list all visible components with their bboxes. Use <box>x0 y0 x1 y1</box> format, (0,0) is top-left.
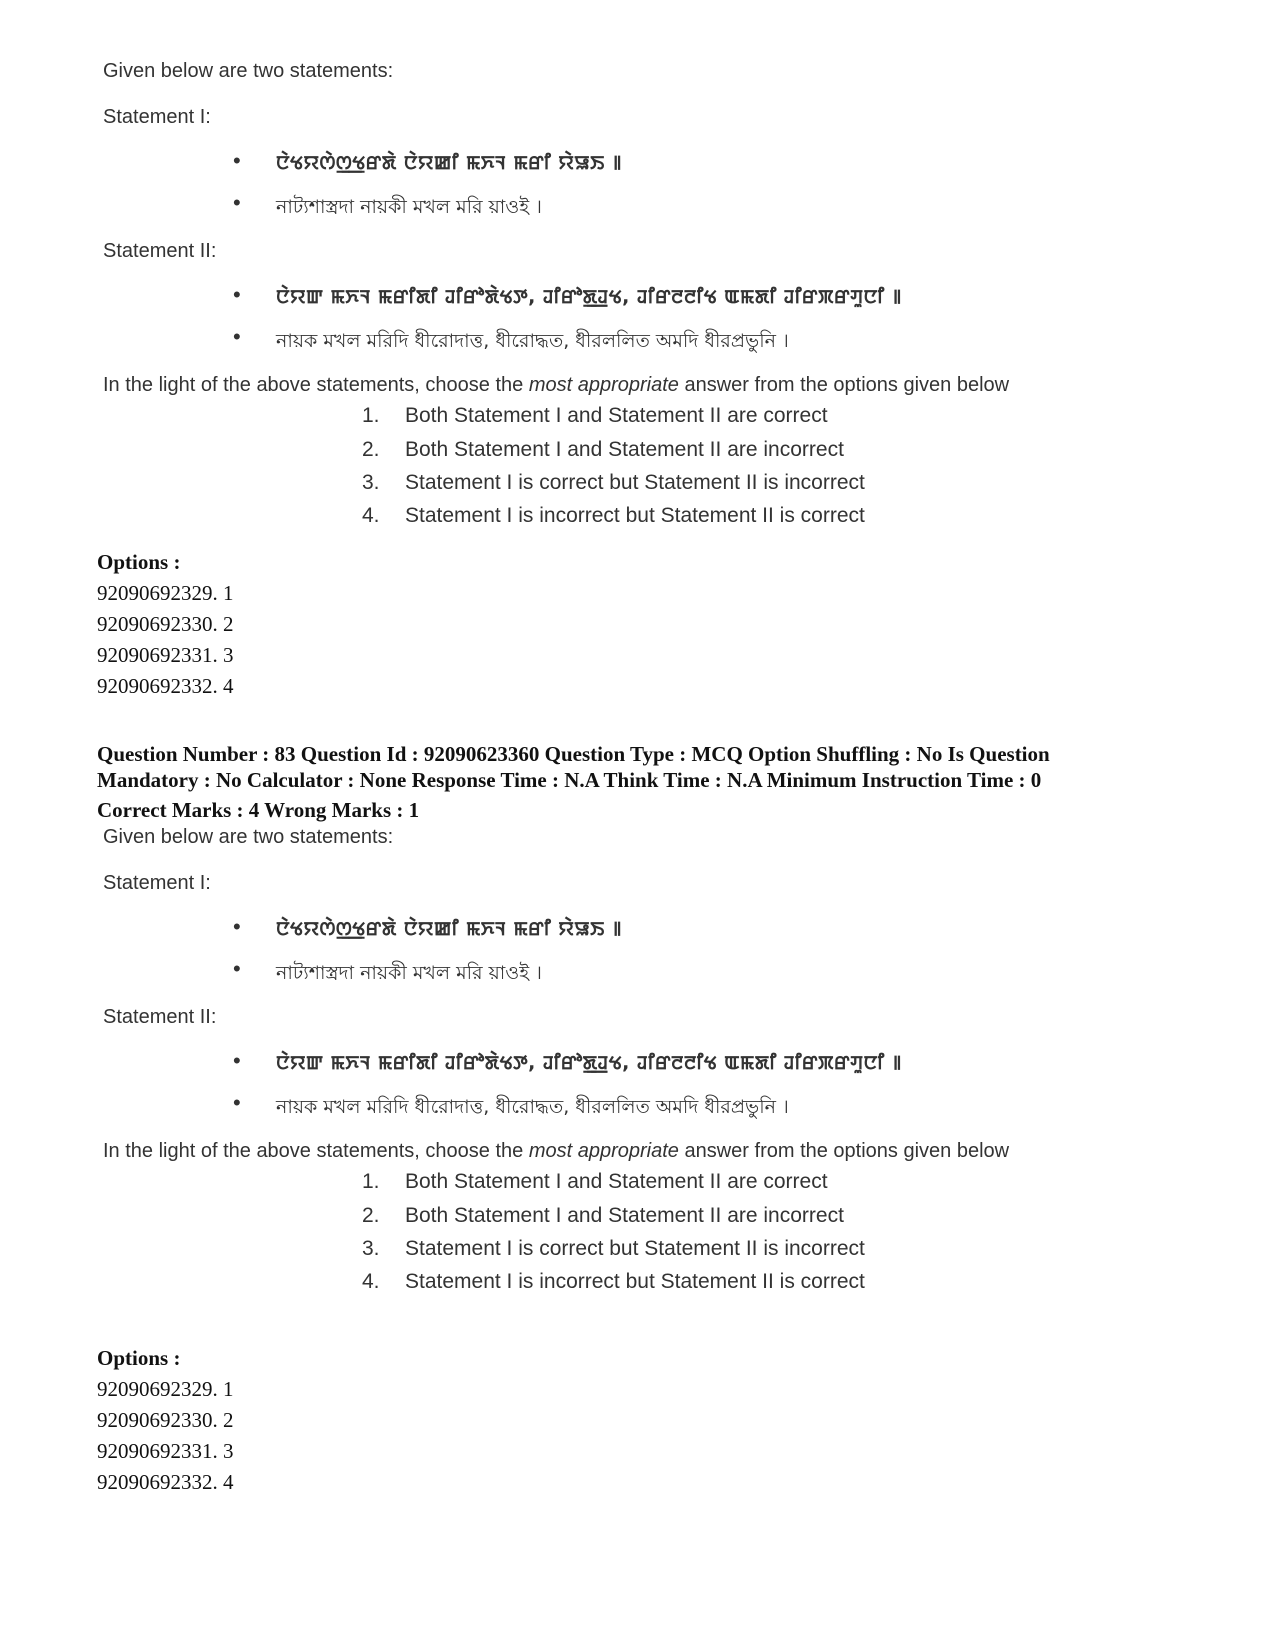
statement-2-label: Statement II: <box>103 240 217 262</box>
option-item: 92090692329. 1 <box>97 581 234 605</box>
answer-text: Both Statement I and Statement II are correct <box>405 404 828 427</box>
bullet-icon: • <box>233 148 241 173</box>
option-item: 92090692332. 4 <box>97 1470 234 1494</box>
statement-2-bengali-text: নায়ক মখল মরিদি ধীরোদাত্ত, ধীরোদ্ধত, ধীরললিত অমদি ধীরপ্রভুনি । <box>276 1096 789 1118</box>
option-item: 92090692331. 3 <box>97 1439 234 1463</box>
statement-1-label: Statement I: <box>103 872 211 894</box>
bullet-icon: • <box>233 324 241 349</box>
answer-number: 1. <box>362 1170 380 1193</box>
option-item: 92090692330. 2 <box>97 612 234 636</box>
option-item: 92090692329. 1 <box>97 1377 234 1401</box>
options-title: Options : <box>97 550 181 574</box>
instruction-prefix: In the light of the above statements, choose the <box>103 1140 529 1162</box>
instruction-line <box>103 374 1009 397</box>
statement-1-meitei-text: ꯅꯥꯠꯌꯁꯥꯁ꯭ꯠꯔꯗꯥ ꯅꯥꯌꯀꯤ ꯃꯈꯜ ꯃꯔꯤ ꯌꯥꯎꯏ ꯫ <box>276 918 622 940</box>
answer-text: Statement I is correct but Statement II is incorrect <box>405 1237 865 1260</box>
question-meta-line: Mandatory : No Calculator : None Response Time : N.A Think Time : N.A Minimum Instruction Time : 0 <box>97 768 1042 792</box>
answer-text: Statement I is incorrect but Statement II is correct <box>405 504 865 527</box>
answer-number: 2. <box>362 1204 380 1227</box>
instruction-suffix: answer from the options given below <box>678 374 1010 396</box>
answer-number: 3. <box>362 471 380 494</box>
statement-2-meitei-text: ꯅꯥꯌꯛ ꯃꯈꯜ ꯃꯔꯤꯗꯤ ꯙꯤꯔꯣꯗꯥꯠꯇ, ꯙꯤꯔꯣꯗ꯭ꯙꯠ, ꯙꯤꯔꯂꯂꯤꯠ ꯑꯃꯗꯤ ꯙꯤꯔꯞꯔꯚꯨꯅꯤ ꯫ <box>276 1052 902 1074</box>
statement-2-meitei-text: ꯅꯥꯌꯛ ꯃꯈꯜ ꯃꯔꯤꯗꯤ ꯙꯤꯔꯣꯗꯥꯠꯇ, ꯙꯤꯔꯣꯗ꯭ꯙꯠ, ꯙꯤꯔꯂꯂꯤꯠ ꯑꯃꯗꯤ ꯙꯤꯔꯞꯔꯚꯨꯅꯤ ꯫ <box>276 286 902 308</box>
statement-1-bengali-text: নাট্যশাস্ত্রদা নায়কী মখল মরি য়াওই । <box>276 962 542 984</box>
option-item: 92090692331. 3 <box>97 643 234 667</box>
instruction-emphasis: most appropriate <box>528 374 679 396</box>
answer-number: 2. <box>362 438 380 461</box>
question-meta-line: Question Number : 83 Question Id : 92090623360 Question Type : MCQ Option Shuffling : No Is Question <box>97 742 1050 766</box>
statement-1-meitei-text: ꯅꯥꯠꯌꯁꯥꯁ꯭ꯠꯔꯗꯥ ꯅꯥꯌꯀꯤ ꯃꯈꯜ ꯃꯔꯤ ꯌꯥꯎꯏ ꯫ <box>276 152 622 174</box>
question-meta <box>97 741 1197 823</box>
answer-text: Both Statement I and Statement II are incorrect <box>405 438 844 461</box>
instruction-line <box>103 1140 1009 1163</box>
answer-text: Both Statement I and Statement II are incorrect <box>405 1204 844 1227</box>
answer-text: Statement I is correct but Statement II is incorrect <box>405 471 865 494</box>
bullet-icon: • <box>233 956 241 981</box>
options-title: Options : <box>97 1346 181 1370</box>
answer-number: 4. <box>362 504 380 527</box>
question-intro: Given below are two statements: <box>103 826 394 848</box>
statement-2-label: Statement II: <box>103 1006 217 1028</box>
answer-number: 4. <box>362 1270 380 1293</box>
bullet-icon: • <box>233 914 241 939</box>
bullet-icon: • <box>233 282 241 307</box>
statement-1-bengali-text: নাট্যশাস্ত্রদা নায়কী মখল মরি য়াওই । <box>276 196 542 218</box>
answer-text: Statement I is incorrect but Statement II is correct <box>405 1270 865 1293</box>
bullet-icon: • <box>233 1090 241 1115</box>
option-item: 92090692332. 4 <box>97 674 234 698</box>
instruction-suffix: answer from the options given below <box>678 1140 1010 1162</box>
answer-number: 3. <box>362 1237 380 1260</box>
marks-line: Correct Marks : 4 Wrong Marks : 1 <box>97 798 420 822</box>
instruction-emphasis: most appropriate <box>528 1140 679 1162</box>
statement-1-label: Statement I: <box>103 106 211 128</box>
answer-number: 1. <box>362 404 380 427</box>
bullet-icon: • <box>233 190 241 215</box>
statement-2-bengali-text: নায়ক মখল মরিদি ধীরোদাত্ত, ধীরোদ্ধত, ধীরললিত অমদি ধীরপ্রভুনি । <box>276 330 789 352</box>
instruction-prefix: In the light of the above statements, choose the <box>103 374 529 396</box>
bullet-icon: • <box>233 1048 241 1073</box>
question-intro: Given below are two statements: <box>103 60 394 82</box>
answer-text: Both Statement I and Statement II are correct <box>405 1170 828 1193</box>
option-item: 92090692330. 2 <box>97 1408 234 1432</box>
